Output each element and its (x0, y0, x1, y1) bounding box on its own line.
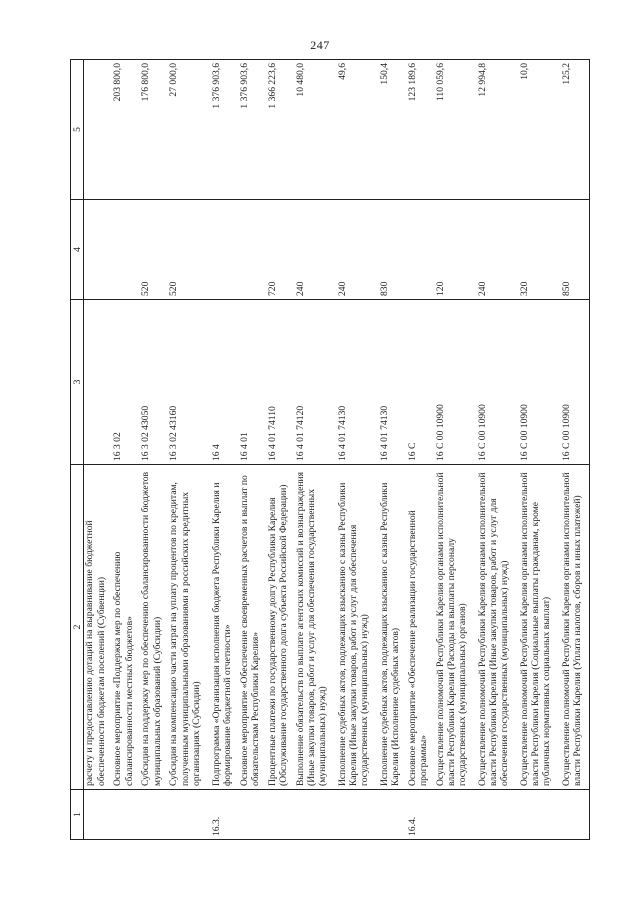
table-row (239, 60, 267, 840)
row-code-cell: 16 С 00 10900 (477, 300, 519, 465)
column-header: 5 (71, 60, 84, 200)
table-row (267, 60, 295, 840)
row-amount-cell: 150,4 (379, 60, 407, 200)
row-code-cell: 16 3 02 43160 (168, 300, 210, 465)
row-code-cell: 16 4 (211, 300, 239, 465)
row-expense-type-cell: 240 (295, 200, 337, 300)
row-expense-type-cell (407, 200, 435, 300)
row-amount-cell: 125,2 (561, 60, 590, 200)
column-header: 2 (71, 465, 84, 790)
table-row (112, 60, 140, 840)
row-description-cell: Подпрограмма «Организация исполнения бюджета Республики Карелия и формирование бюджетной отчетности» (211, 465, 239, 790)
row-code-cell (84, 300, 113, 465)
budget-table (70, 59, 590, 840)
column-header: 4 (71, 200, 84, 300)
row-code-cell: 16 3 02 43050 (140, 300, 168, 465)
row-description-cell: Основное мероприятие «Обеспечение реализации государственной программы» (407, 465, 435, 790)
column-header: 1 (71, 790, 84, 840)
row-expense-type-cell: 320 (519, 200, 561, 300)
row-number-cell (561, 790, 590, 840)
table-row (379, 60, 407, 840)
row-code-cell: 16 4 01 74130 (379, 300, 407, 465)
table-row (84, 60, 113, 840)
row-amount-cell: 123 189,6 (407, 60, 435, 200)
row-number-cell (267, 790, 295, 840)
row-number-cell (435, 790, 477, 840)
row-code-cell: 16 С 00 10900 (435, 300, 477, 465)
row-description-cell: Осуществление полномочий Республики Карелия органами исполнительной власти Республики Карелия (Социальные выплаты гражданам, кроме публичных нормативных социальных выплат) (519, 465, 561, 790)
row-code-cell: 16 С (407, 300, 435, 465)
row-description-cell: Процентные платежи по государственному долгу Республики Карелия (Обслуживание государственного долга субъекта Российской Федерации) (267, 465, 295, 790)
table-header-row (71, 60, 84, 840)
row-expense-type-cell: 520 (168, 200, 210, 300)
row-code-cell: 16 С 00 10900 (519, 300, 561, 465)
row-amount-cell: 49,6 (337, 60, 379, 200)
row-code-cell: 16 С 00 10900 (561, 300, 590, 465)
table-row (407, 60, 435, 840)
row-expense-type-cell (211, 200, 239, 300)
row-description-cell: Основное мероприятие «Обеспечение своевременных расчетов и выплат по обязательствам Республики Карелия» (239, 465, 267, 790)
row-description-cell: Осуществление полномочий Республики Карелия органами исполнительной власти Республики Карелия (Расходы на выплаты персоналу государственных (муниципальных) органов) (435, 465, 477, 790)
table-row (140, 60, 168, 840)
row-amount-cell: 110 059,6 (435, 60, 477, 200)
row-number-cell (112, 790, 140, 840)
row-expense-type-cell: 830 (379, 200, 407, 300)
row-expense-type-cell: 850 (561, 200, 590, 300)
page-number: 247 (310, 38, 330, 52)
row-description-cell: расчету и предоставлению дотаций на выравнивание бюджетной обеспеченности бюджетам поселений (Субвенции) (84, 465, 113, 790)
column-header: 3 (71, 300, 84, 465)
row-code-cell: 16 4 01 (239, 300, 267, 465)
row-expense-type-cell (112, 200, 140, 300)
table-row (295, 60, 337, 840)
row-amount-cell: 27 000,0 (168, 60, 210, 200)
row-description-cell: Исполнение судебных актов, подлежащих взысканию с казны Республики Карелия (Иные закупки товаров, работ и услуг для обеспечения государственных (муниципальных) нужд) (337, 465, 379, 790)
row-amount-cell: 10 480,0 (295, 60, 337, 200)
table-row (211, 60, 239, 840)
row-number-cell (337, 790, 379, 840)
row-code-cell: 16 4 01 74120 (295, 300, 337, 465)
row-description-cell: Осуществление полномочий Республики Карелия органами исполнительной власти Республики Карелия (Иные закупки товаров, работ и услуг для обеспечения государственных (муниципальных) нужд) (477, 465, 519, 790)
table-row (168, 60, 210, 840)
table-row (337, 60, 379, 840)
row-number-cell (519, 790, 561, 840)
row-description-cell: Осуществление полномочий Республики Карелия органами исполнительной власти Республики Карелия (Уплата налогов, сборов и иных платежей) (561, 465, 590, 790)
row-amount-cell: 1 376 903,6 (239, 60, 267, 200)
row-expense-type-cell: 240 (337, 200, 379, 300)
row-amount-cell: 12 994,8 (477, 60, 519, 200)
table-row (561, 60, 590, 840)
row-amount-cell: 203 800,0 (112, 60, 140, 200)
row-code-cell: 16 4 01 74130 (337, 300, 379, 465)
row-amount-cell: 176 800,0 (140, 60, 168, 200)
row-number-cell (239, 790, 267, 840)
row-expense-type-cell: 520 (140, 200, 168, 300)
budget-table-rotated (70, 60, 590, 840)
row-number-cell (379, 790, 407, 840)
row-number-cell (84, 790, 113, 840)
row-description-cell: Субсидия на поддержку мер по обеспечению сбалансированности бюджетов муниципальных образований (Субсидии) (140, 465, 168, 790)
table-row (519, 60, 561, 840)
row-code-cell: 16 4 01 74110 (267, 300, 295, 465)
row-amount-cell: 1 376 903,6 (211, 60, 239, 200)
row-number-cell: 16.4. (407, 790, 435, 840)
row-number-cell (295, 790, 337, 840)
row-description-cell: Выполнение обязательств по выплате агентских комиссий и вознаграждения (Иные закупки товаров, работ и услуг для обеспечения государственных (муниципальных) нужд) (295, 465, 337, 790)
row-number-cell (477, 790, 519, 840)
row-expense-type-cell: 240 (477, 200, 519, 300)
row-description-cell: Субсидия на компенсацию части затрат на уплату процентов по кредитам, полученным муниципальными образованиями в российских кредитных организациях (Субсидии) (168, 465, 210, 790)
table-row (477, 60, 519, 840)
row-amount-cell: 1 366 223,6 (267, 60, 295, 200)
row-number-cell: 16.3. (211, 790, 239, 840)
row-description-cell: Исполнение судебных актов, подлежащих взысканию с казны Республики Карелия (Исполнение судебных актов) (379, 465, 407, 790)
row-expense-type-cell: 720 (267, 200, 295, 300)
row-amount-cell (84, 60, 113, 200)
row-number-cell (168, 790, 210, 840)
row-description-cell: Основное мероприятие «Поддержка мер по обеспечению сбалансированности местных бюджетов» (112, 465, 140, 790)
row-number-cell (140, 790, 168, 840)
row-expense-type-cell (84, 200, 113, 300)
row-expense-type-cell: 120 (435, 200, 477, 300)
row-code-cell: 16 3 02 (112, 300, 140, 465)
row-amount-cell: 10,0 (519, 60, 561, 200)
row-expense-type-cell (239, 200, 267, 300)
table-row (435, 60, 477, 840)
